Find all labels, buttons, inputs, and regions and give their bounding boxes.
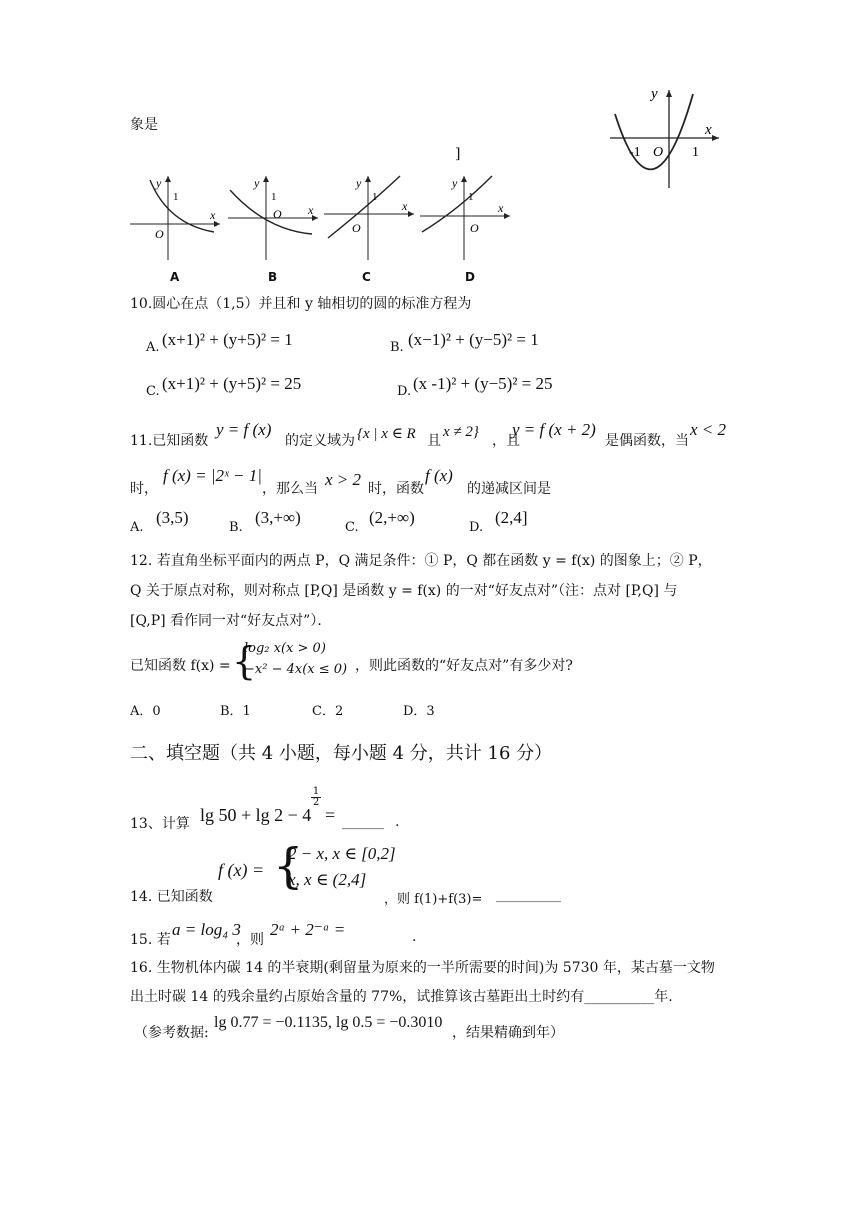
- q11-f2: y = f (x + 2): [512, 420, 596, 439]
- q14-blank: __________: [496, 888, 561, 903]
- q16-ref-post: ，结果精确到年）: [452, 1025, 564, 1041]
- q11-a: (3,5): [156, 508, 189, 527]
- q10-c-expr: (x+1)² + (y+5)² = 25: [162, 374, 302, 393]
- q12-given: 已知函数 f(x) =: [130, 658, 231, 674]
- q14-fx: f (x) =: [218, 860, 265, 880]
- section-2-heading: 二、填空题（共 4 小题，每小题 4 分，共计 16 分）: [130, 743, 553, 764]
- q11-c-label: C.: [345, 520, 359, 535]
- q14-label: 14. 已知函数: [130, 889, 213, 905]
- q11-cond1: x < 2: [690, 420, 727, 439]
- q11-text-2: 的定义域为: [285, 433, 355, 449]
- q10-b-expr: (x−1)² + (y−5)² = 1: [408, 330, 539, 349]
- q9-answer-bracket: ]: [455, 146, 461, 162]
- q11-a-label: A.: [130, 520, 144, 535]
- q11-d: (2,4]: [495, 508, 528, 527]
- q9-option-a-label: A: [170, 270, 180, 284]
- svg-text:1: 1: [468, 191, 474, 203]
- q13-end: .: [395, 814, 400, 830]
- q15-label: 15. 若: [130, 932, 171, 948]
- svg-text:y: y: [254, 176, 260, 190]
- main-neg1-label: -1: [629, 145, 641, 160]
- svg-text:x: x: [210, 208, 216, 222]
- q11-f3: f (x) = |2ˣ − 1|: [163, 466, 262, 485]
- q9-option-d-label: D: [465, 270, 475, 284]
- svg-text:O: O: [155, 227, 164, 241]
- q15-end: .: [412, 929, 417, 945]
- q14-case-2: x, x ∈ (2,4]: [288, 870, 367, 889]
- q10-a-label: A.: [146, 340, 160, 355]
- q12-case-1: log₂ x(x > 0): [244, 641, 326, 656]
- q9-main-graph: [605, 84, 725, 190]
- q16-ref-expr: lg 0.77 = −0.1135, lg 0.5 = −0.3010: [214, 1014, 443, 1031]
- q15-expr-2: 2ᵃ + 2⁻ᵃ =: [270, 920, 346, 939]
- q13-blank: ______: [342, 814, 384, 830]
- q11-b-label: B.: [229, 520, 243, 535]
- q11-text-3: 且: [427, 433, 441, 449]
- q15-mid: ，则: [236, 932, 264, 948]
- svg-text:O: O: [470, 221, 479, 235]
- q10-a-expr: (x+1)² + (y+5)² = 1: [162, 330, 293, 349]
- svg-text:x: x: [498, 201, 504, 215]
- q16-line-1: 16. 生物机体内碳 14 的半衰期(剩留量为原来的一半所需要的时间)为 5730 年，某古墓一文物: [130, 960, 715, 976]
- q11-text-6: 时，: [130, 481, 158, 497]
- q16-ref-pre: （参考数据:: [134, 1025, 209, 1041]
- q16-line-2: 出土时碳 14 的残余量约占原始含量的 77%，试推算该古墓距出土时约有__________年.: [130, 989, 673, 1005]
- q12-option-a: A．0: [130, 704, 161, 719]
- svg-text:y: y: [356, 176, 362, 190]
- svg-text:O: O: [352, 221, 361, 235]
- q11-f4: f (x): [425, 466, 453, 485]
- q11-text-7: ，那么当: [262, 481, 318, 497]
- q12-line-1: 12. 若直角坐标平面内的两点 P，Q 满足条件：① P，Q 都在函数 y = f(x) 的图象上；② P，: [130, 553, 712, 569]
- q11-domain: {x | x ∈ R: [357, 426, 416, 442]
- q11-text-1: 11.已知函数: [130, 433, 209, 449]
- q15-expr: a = log₄ 3: [172, 920, 241, 939]
- q14-case-1: 2 − x, x ∈ [0,2]: [288, 844, 396, 863]
- q11-text-5: 是偶函数，当: [605, 433, 689, 449]
- q12-case-2: −x² − 4x(x ≤ 0): [244, 662, 348, 677]
- q9-option-d-graph: [418, 172, 514, 262]
- q12-option-d: D．3: [403, 704, 435, 719]
- q11-c: (2,+∞): [369, 508, 415, 527]
- svg-text:O: O: [273, 207, 282, 221]
- q12-line-2: Q 关于原点对称，则对称点 [P,Q] 是函数 y = f(x) 的一对“好友点对”（注：点对 [P,Q] 与: [130, 583, 678, 599]
- q14-brace: {: [273, 838, 304, 894]
- q12-ask: ，则此函数的“好友点对”有多少对?: [355, 658, 573, 674]
- main-one-label: 1: [692, 145, 699, 160]
- main-origin-label: O: [653, 145, 664, 160]
- q14-tail: ，则 f(1)+f(3)=: [384, 892, 483, 907]
- q13-expr: lg 50 + lg 2 − 4: [200, 805, 312, 825]
- main-x-label: x: [705, 122, 712, 138]
- svg-text:y: y: [156, 176, 162, 190]
- q9-option-a-graph: [128, 172, 224, 262]
- q9-stem-tail: 象是: [130, 117, 158, 133]
- q13-equals: =: [325, 805, 336, 825]
- q9-option-b-label: B: [268, 270, 278, 284]
- q11-d-label: D.: [469, 520, 484, 535]
- q9-option-c-label: C: [362, 270, 371, 284]
- q11-domain-2: x ≠ 2}: [443, 424, 479, 440]
- q9-option-b-graph: [226, 172, 322, 262]
- svg-text:1: 1: [271, 191, 277, 203]
- q12-option-c: C．2: [312, 704, 344, 719]
- q12-option-b: B．1: [220, 704, 251, 719]
- svg-text:y: y: [452, 176, 458, 190]
- svg-text:x: x: [402, 199, 408, 213]
- q11-text-8: 时，函数: [368, 481, 424, 497]
- q10-d-expr: (x -1)² + (y−5)² = 25: [413, 374, 553, 393]
- q10-c-label: C.: [146, 384, 160, 399]
- q11-f1: y = f (x): [216, 420, 272, 439]
- q11-text-9: 的递减区间是: [467, 481, 551, 497]
- svg-text:x: x: [308, 203, 314, 217]
- q11-cond2: x > 2: [325, 470, 362, 489]
- q10-d-label: D.: [397, 384, 412, 399]
- q11-b: (3,+∞): [255, 508, 301, 527]
- q10-stem: 10.圆心在点（1,5）并且和 y 轴相切的圆的标准方程为: [130, 296, 472, 312]
- q11-text-4: ，且: [492, 433, 520, 449]
- svg-text:1: 1: [173, 191, 179, 203]
- svg-text:1: 1: [372, 191, 378, 203]
- q9-option-c-graph: [322, 172, 418, 262]
- q13-label: 13、计算: [130, 816, 190, 832]
- q13-exponent: 1 2: [312, 786, 320, 808]
- q10-b-label: B.: [390, 340, 404, 355]
- q12-brace: {: [232, 639, 257, 683]
- q12-line-3: [Q,P] 看作同一对“好友点对”）．: [130, 613, 332, 629]
- main-y-label: y: [651, 86, 658, 102]
